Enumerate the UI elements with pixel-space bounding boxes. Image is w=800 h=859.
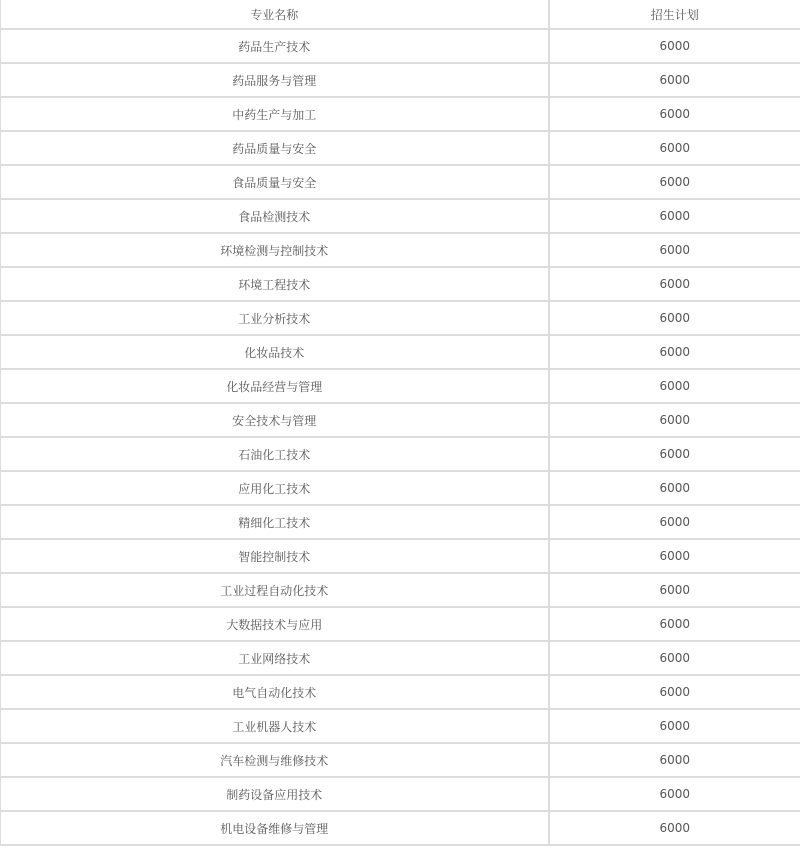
enrollment-plan-cell: 6000	[549, 233, 800, 267]
table-row	[1, 403, 800, 437]
table-header-row	[1, 0, 800, 29]
enrollment-plan-cell: 6000	[549, 573, 800, 607]
enrollment-plan-cell: 6000	[549, 743, 800, 777]
enrollment-plan-cell: 6000	[549, 709, 800, 743]
enrollment-plan-cell: 6000	[549, 301, 800, 335]
table-row	[1, 607, 800, 641]
major-name-cell: 化妆品技术	[1, 335, 549, 369]
table-row	[1, 539, 800, 573]
enrollment-plan-cell: 6000	[549, 675, 800, 709]
enrollment-plan-cell: 6000	[549, 63, 800, 97]
enrollment-plan-cell: 6000	[549, 335, 800, 369]
table-row	[1, 165, 800, 199]
major-name-cell: 石油化工技术	[1, 437, 549, 471]
table-row	[1, 777, 800, 811]
table-row	[1, 437, 800, 471]
enrollment-plan-cell: 6000	[549, 539, 800, 573]
table-row	[1, 335, 800, 369]
major-name-cell: 中药生产与加工	[1, 97, 549, 131]
table-row	[1, 471, 800, 505]
major-name-cell: 工业网络技术	[1, 641, 549, 675]
column-header-major-name: 专业名称	[1, 0, 549, 29]
table-row	[1, 369, 800, 403]
enrollment-plan-cell: 6000	[549, 165, 800, 199]
enrollment-plan-cell: 6000	[549, 437, 800, 471]
table-row	[1, 199, 800, 233]
enrollment-plan-cell: 6000	[549, 505, 800, 539]
table-row	[1, 675, 800, 709]
major-name-cell: 应用化工技术	[1, 471, 549, 505]
table-row	[1, 743, 800, 777]
table-row	[1, 97, 800, 131]
enrollment-plan-cell: 6000	[549, 403, 800, 437]
enrollment-plan-cell: 6000	[549, 199, 800, 233]
table-row	[1, 267, 800, 301]
enrollment-plan-cell: 6000	[549, 97, 800, 131]
table-row	[1, 573, 800, 607]
table-row	[1, 29, 800, 63]
enrollment-plan-cell: 6000	[549, 607, 800, 641]
major-name-cell: 电气自动化技术	[1, 675, 549, 709]
table-row	[1, 233, 800, 267]
major-name-cell: 工业过程自动化技术	[1, 573, 549, 607]
enrollment-plan-cell: 6000	[549, 267, 800, 301]
major-name-cell: 药品生产技术	[1, 29, 549, 63]
major-name-cell: 汽车检测与维修技术	[1, 743, 549, 777]
table-row	[1, 63, 800, 97]
table-row	[1, 641, 800, 675]
enrollment-plan-cell: 6000	[549, 29, 800, 63]
enrollment-plan-cell: 6000	[549, 131, 800, 165]
major-name-cell: 工业机器人技术	[1, 709, 549, 743]
table-row	[1, 131, 800, 165]
table-row	[1, 709, 800, 743]
table-row	[1, 301, 800, 335]
major-name-cell: 制药设备应用技术	[1, 777, 549, 811]
table-row	[1, 505, 800, 539]
enrollment-plan-cell: 6000	[549, 471, 800, 505]
major-name-cell: 环境工程技术	[1, 267, 549, 301]
major-name-cell: 安全技术与管理	[1, 403, 549, 437]
major-name-cell: 食品检测技术	[1, 199, 549, 233]
major-name-cell: 机电设备维修与管理	[1, 811, 549, 845]
major-name-cell: 药品服务与管理	[1, 63, 549, 97]
major-name-cell: 精细化工技术	[1, 505, 549, 539]
major-name-cell: 药品质量与安全	[1, 131, 549, 165]
major-name-cell: 食品质量与安全	[1, 165, 549, 199]
major-name-cell: 工业分析技术	[1, 301, 549, 335]
enrollment-plan-cell: 6000	[549, 369, 800, 403]
column-header-enrollment-plan: 招生计划	[549, 0, 800, 29]
enrollment-plan-cell: 6000	[549, 641, 800, 675]
major-name-cell: 化妆品经营与管理	[1, 369, 549, 403]
major-name-cell: 大数据技术与应用	[1, 607, 549, 641]
enrollment-plan-cell: 6000	[549, 777, 800, 811]
enrollment-plan-cell: 6000	[549, 811, 800, 845]
table-row	[1, 811, 800, 845]
major-name-cell: 智能控制技术	[1, 539, 549, 573]
major-name-cell: 环境检测与控制技术	[1, 233, 549, 267]
table-body	[1, 29, 800, 845]
